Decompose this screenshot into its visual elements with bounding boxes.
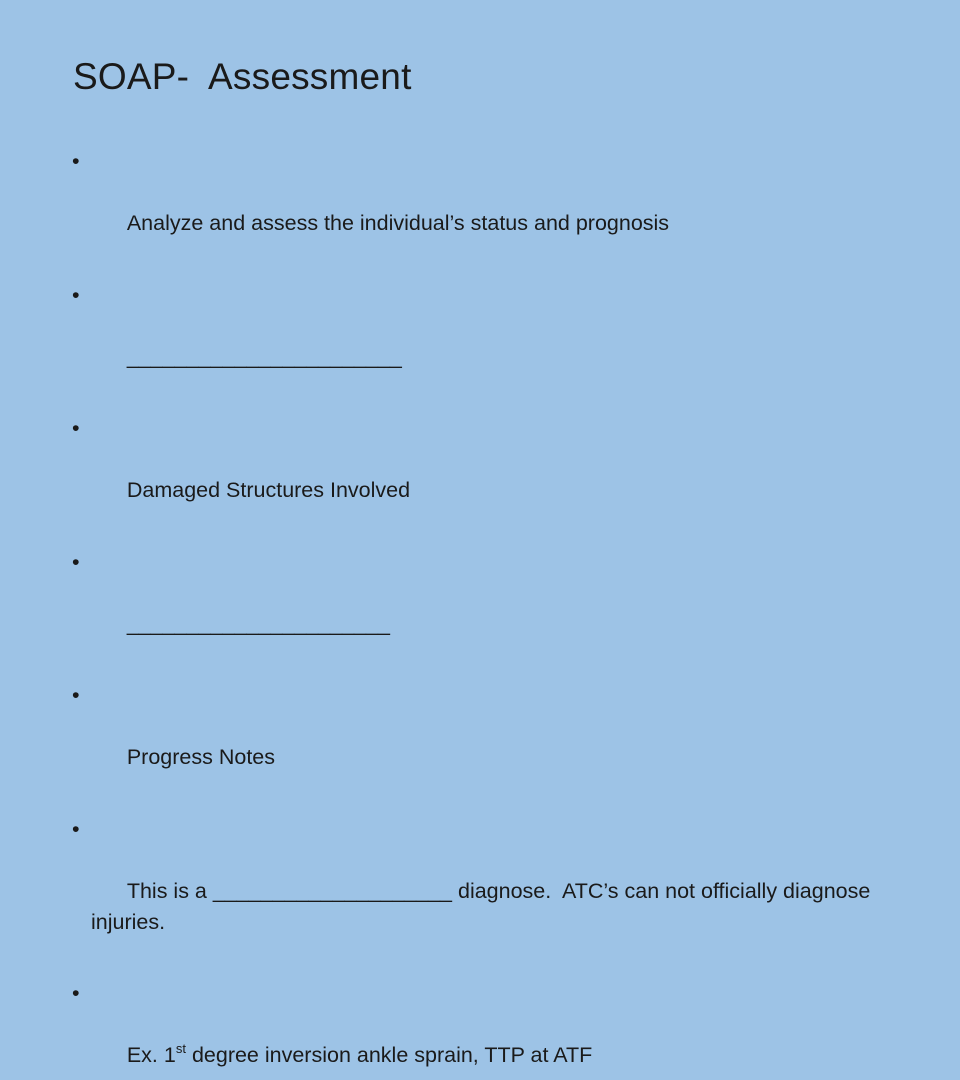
bullet-dot: • <box>72 549 80 574</box>
bullet-item <box>72 280 892 404</box>
bullet-item <box>72 413 892 537</box>
bullet-dot: • <box>72 416 80 440</box>
bullet-item <box>72 680 892 804</box>
bullet-text-blank: _______________________ <box>126 344 402 369</box>
bullet-item <box>72 814 892 969</box>
bullet-text: Progress Notes <box>126 745 276 769</box>
bullet-text: Analyze and assess the individual’s status and prognosis <box>126 211 670 235</box>
bullet-item <box>72 146 892 270</box>
bullet-dot: • <box>72 981 80 1005</box>
bullet-dot: • <box>72 282 80 307</box>
bullet-text-example <box>126 1040 593 1067</box>
bullet-text-post: degree inversion ankle sprain, TTP at ATF <box>185 1043 593 1067</box>
bullet-dot: • <box>72 149 80 173</box>
bullet-item <box>72 547 892 671</box>
bullet-text: Damaged Structures Involved <box>126 478 411 502</box>
bullet-text-pre: Ex. 1 <box>126 1043 176 1067</box>
slide-title: SOAP- Assessment <box>73 56 412 97</box>
bullet-item <box>72 978 892 1080</box>
bullet-text-blank: ______________________ <box>126 611 390 636</box>
bullet-dot: • <box>72 816 80 841</box>
ordinal-superscript: st <box>175 1040 186 1056</box>
bullet-text: This is a ____________________ diagnose. ATC’s can not officially diagnose injuries. <box>91 878 877 934</box>
bullet-dot: • <box>72 683 80 707</box>
bullet-list <box>72 146 892 1080</box>
